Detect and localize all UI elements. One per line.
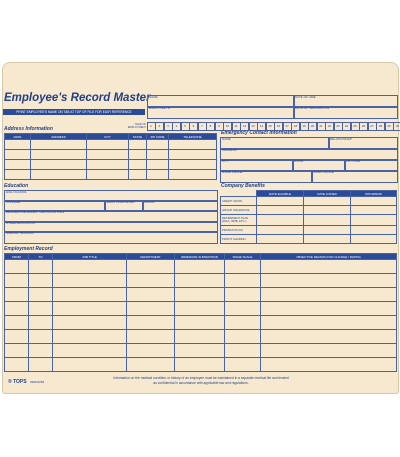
name-banner: PRINT EMPLOYEE'S NAME ON TAB AT TOP OF FILE FOR EASY REFERENCE [3, 109, 145, 115]
year-box[interactable]: 14 [257, 122, 266, 131]
years-completed-label: YEARS COMPLETED [105, 200, 135, 204]
work-phone-label: WORK PHONE [313, 170, 334, 174]
year-box[interactable]: 11 [232, 122, 241, 131]
relationship-label: RELATIONSHIP [330, 137, 352, 141]
table-row[interactable] [5, 316, 397, 330]
col-date-eligible: DATE ELIGIBLE [257, 191, 304, 197]
major-label: MAJOR [144, 200, 155, 204]
date-of-termination-label: DATE OF TERMINATION [295, 106, 330, 110]
year-box[interactable]: 8 [206, 122, 215, 131]
year-box[interactable]: 23 [334, 122, 343, 131]
year-box[interactable]: 13 [249, 122, 258, 131]
benefit-row[interactable] [221, 226, 397, 235]
benefits-title: Company Benefits [221, 183, 265, 189]
year-box[interactable]: 3 [164, 122, 173, 131]
year-box[interactable]: 15 [266, 122, 275, 131]
years-label: YEAR OF EMPLOYMENT [127, 123, 146, 129]
product-code: 3282/3283 [30, 380, 45, 384]
emergency-zip-label: ZIP CODE [346, 159, 361, 163]
year-box[interactable]: 25 [351, 122, 360, 131]
special-training-label: SPECIAL TRAINING [6, 231, 34, 235]
table-row[interactable] [5, 150, 217, 160]
year-box[interactable]: 22 [325, 122, 334, 131]
table-row[interactable] [5, 358, 397, 372]
col-date: DATE [5, 134, 31, 140]
year-box[interactable]: 10 [223, 122, 232, 131]
college-label: COLLEGE [6, 200, 21, 204]
year-box[interactable]: 5 [181, 122, 190, 131]
table-row[interactable] [5, 140, 217, 150]
special-training-field[interactable] [4, 231, 218, 244]
address-table [4, 133, 217, 180]
benefit-label: RETIREMENT PLAN (401K, 403B, ETC.) [221, 215, 257, 226]
year-box[interactable]: 6 [189, 122, 198, 131]
date-of-hire-label: DATE OF HIRE [295, 95, 316, 99]
home-phone-label: HOME PHONE [222, 170, 243, 174]
col-withdraw: WITHDRAW [351, 191, 397, 197]
benefits-table [220, 190, 397, 244]
employee-id-label: EMPLOYEE I.D. [149, 106, 172, 110]
col-city: CITY [87, 134, 129, 140]
year-box[interactable]: 18 [291, 122, 300, 131]
benefit-label: PROFIT SHARING [221, 235, 257, 244]
high-school-label: HIGH SCHOOL [6, 190, 28, 194]
tops-logo: ® TOPS [8, 379, 27, 385]
benefit-row[interactable] [221, 206, 397, 215]
year-box[interactable]: 21 [317, 122, 326, 131]
emergency-name-label: NAME [222, 137, 231, 141]
year-box[interactable]: 9 [215, 122, 224, 131]
year-box[interactable]: 24 [342, 122, 351, 131]
employment-title: Employment Record [4, 246, 53, 252]
year-box[interactable]: 27 [368, 122, 377, 131]
benefit-row[interactable] [221, 197, 397, 206]
col-reason: OBJECTIVE REASON FOR CHANGE / RATING [261, 254, 397, 260]
year-box[interactable]: 30 [393, 122, 400, 131]
table-row[interactable] [5, 330, 397, 344]
table-row[interactable] [5, 160, 217, 170]
year-box[interactable]: 17 [283, 122, 292, 131]
table-row[interactable] [5, 288, 397, 302]
col-date-joined: DATE JOINED [304, 191, 351, 197]
year-box[interactable]: 2 [155, 122, 164, 131]
benefit-row[interactable] [221, 235, 397, 244]
other-education-label: OTHER EDUCATION [6, 221, 35, 225]
emergency-address-label: ADDRESS [222, 148, 237, 152]
col-department: DEPARTMENT [127, 254, 175, 260]
degrees-label: DEGREES RECEIVED / CERTIFICATIONS [6, 210, 65, 214]
benefit-label: GROUP INSURANCE [221, 206, 257, 215]
col-job-title: JOB TITLE [53, 254, 127, 260]
year-box[interactable]: 7 [198, 122, 207, 131]
emergency-title: Emergency Contact Information [221, 130, 297, 136]
year-box[interactable]: 1 [147, 122, 156, 131]
col-address: ADDRESS [31, 134, 87, 140]
name-label: NAME [149, 95, 158, 99]
year-box[interactable]: 19 [300, 122, 309, 131]
form-title: Employee's Record Master [4, 92, 151, 104]
col-to: TO [29, 254, 53, 260]
emergency-city-label: CITY [222, 159, 229, 163]
table-row[interactable] [5, 260, 397, 274]
benefit-label: PENSION PLAN [221, 226, 257, 235]
emergency-state-label: STATE [294, 159, 304, 163]
employment-table [4, 253, 397, 372]
col-supervisor: IMMEDIATE SUPERVISOR [175, 254, 225, 260]
confidentiality-note: Information on the medical condition or history of an employee must be maintained in a separate medical file and treated as confidential in accordance with applicable law and regulations. [113, 376, 289, 385]
year-box[interactable]: 20 [308, 122, 317, 131]
year-box[interactable]: 29 [385, 122, 394, 131]
table-row[interactable] [5, 344, 397, 358]
table-row[interactable] [5, 274, 397, 288]
education-title: Education [4, 183, 29, 189]
benefit-label: CREDIT UNION [221, 197, 257, 206]
col-zip: ZIP CODE [147, 134, 169, 140]
col-wage-scale: WAGE SCALE [225, 254, 261, 260]
table-row[interactable] [5, 302, 397, 316]
col-state: STATE [129, 134, 147, 140]
benefit-row[interactable] [221, 215, 397, 226]
year-box[interactable]: 26 [359, 122, 368, 131]
year-box[interactable]: 16 [274, 122, 283, 131]
table-row[interactable] [5, 170, 217, 180]
col-from: FROM [5, 254, 29, 260]
year-box[interactable]: 4 [172, 122, 181, 131]
year-box[interactable]: 28 [376, 122, 385, 131]
year-box[interactable]: 12 [240, 122, 249, 131]
col-telephone: TELEPHONE [169, 134, 217, 140]
address-info-title: Address Information [4, 126, 53, 132]
